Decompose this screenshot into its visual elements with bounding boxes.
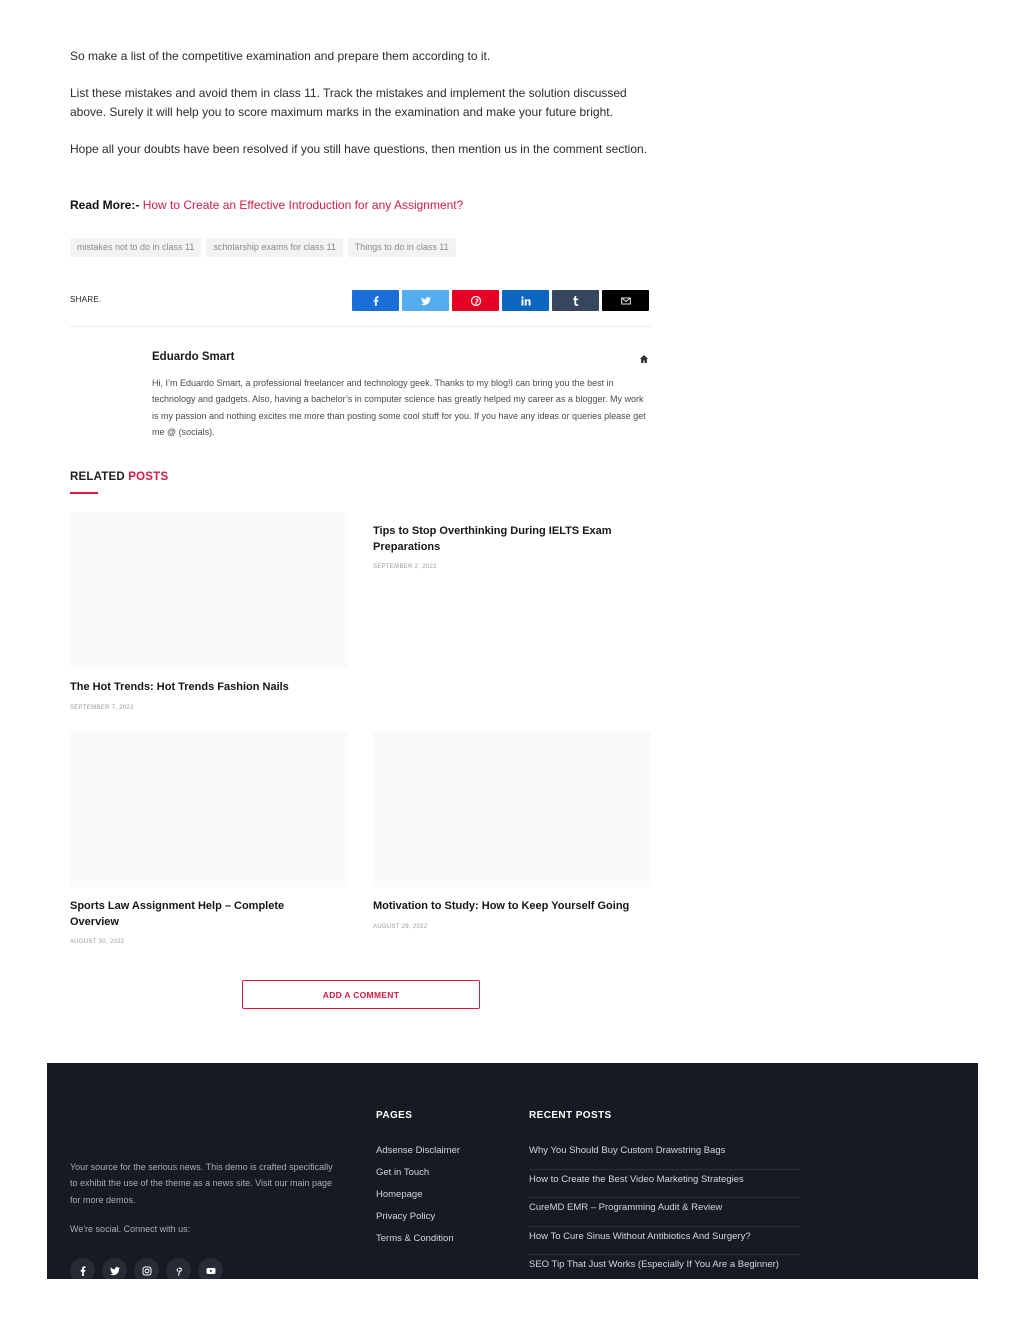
related-post-date: SEPTEMBER 7, 2022 — [70, 705, 134, 711]
share-divider — [70, 326, 652, 327]
article-paragraph: List these mistakes and avoid them in class 11. Track the mistakes and implement the solution discussed above. Surely it will help you to score maximum marks in the examination and make your future bright. — [70, 86, 627, 119]
footer-recent-list — [529, 1141, 801, 1279]
article-paragraph: So make a list of the competitive examination and prepare them according to it. — [70, 49, 491, 63]
related-post-title[interactable]: The Hot Trends: Hot Trends Fashion Nails — [70, 681, 289, 693]
twitter-icon — [110, 1266, 120, 1276]
share-twitter-button[interactable] — [402, 290, 449, 311]
footer-pinterest-link[interactable] — [166, 1258, 191, 1279]
email-icon — [621, 296, 631, 306]
footer-recent-link[interactable]: SEO Tip That Just Works (Especially If You Are a Beginner) — [529, 1259, 779, 1270]
share-buttons — [352, 290, 649, 311]
footer-page-link[interactable]: Privacy Policy — [376, 1211, 436, 1222]
related-post-date: SEPTEMBER 2, 2022 — [373, 564, 437, 570]
share-linkedin-button[interactable] — [502, 290, 549, 311]
read-more-line — [70, 196, 660, 215]
footer-instagram-link[interactable] — [134, 1258, 159, 1279]
linkedin-icon — [521, 296, 531, 306]
footer-page-link[interactable]: Get in Touch — [376, 1167, 430, 1178]
tumblr-icon — [571, 296, 581, 306]
instagram-icon — [142, 1266, 152, 1276]
footer-facebook-link[interactable] — [70, 1258, 95, 1279]
post-thumbnail[interactable] — [70, 512, 348, 668]
footer-twitter-link[interactable] — [102, 1258, 127, 1279]
footer-recent-link[interactable]: Why You Should Buy Custom Drawstring Bags — [529, 1141, 801, 1170]
related-post-date: AUGUST 29, 2022 — [373, 924, 428, 930]
twitter-icon — [421, 296, 431, 306]
footer-recent-link[interactable]: How To Cure Sinus Without Antibiotics And Surgery? — [529, 1227, 801, 1256]
footer-youtube-link[interactable] — [198, 1258, 223, 1279]
related-post-date: AUGUST 30, 2022 — [70, 939, 125, 945]
share-tumblr-button[interactable] — [552, 290, 599, 311]
share-email-button[interactable] — [602, 290, 649, 311]
heading-underline — [70, 492, 98, 494]
footer-pages-list — [376, 1144, 460, 1254]
share-label: SHARE. — [70, 295, 102, 304]
youtube-icon — [206, 1266, 216, 1276]
share-facebook-button[interactable] — [352, 290, 399, 311]
site-footer — [47, 1063, 978, 1279]
author-bio: Hi, I’m Eduardo Smart, a professional freelancer and technology geek. Thanks to my blog!I can bring you the best in technology and gadgets. Also, having a bachelor’s in computer science has greatly helped my career as a blogger. My work is my passion and nothing excites me more than posting some cool stuff for you. If you have any ideas or queries please get me @ (socials). — [152, 378, 646, 437]
footer-pages-heading: PAGES — [376, 1110, 413, 1121]
author-name[interactable]: Eduardo Smart — [152, 351, 235, 363]
home-icon[interactable] — [639, 354, 649, 364]
tag-list — [70, 238, 456, 257]
tag-link[interactable]: Things to do in class 11 — [348, 238, 456, 257]
related-post-title[interactable]: Motivation to Study: How to Keep Yourself Going — [373, 900, 630, 912]
tag-link[interactable]: scholarship exams for class 11 — [206, 238, 342, 257]
add-comment-button[interactable]: ADD A COMMENT — [242, 980, 480, 1009]
footer-recent-heading: RECENT POSTS — [529, 1110, 612, 1121]
post-thumbnail[interactable] — [70, 731, 348, 887]
footer-recent-link[interactable]: CureMD EMR – Programming Audit & Review — [529, 1198, 801, 1227]
share-pinterest-button[interactable] — [452, 290, 499, 311]
tag-link[interactable]: mistakes not to do in class 11 — [70, 238, 201, 257]
facebook-icon — [78, 1266, 88, 1276]
footer-page-link[interactable]: Homepage — [376, 1189, 423, 1200]
related-post-title[interactable]: Sports Law Assignment Help – Complete Overview — [70, 900, 285, 928]
footer-social-text: We're social. Connect with us: — [70, 1224, 191, 1234]
footer-page-link[interactable]: Adsense Disclaimer — [376, 1145, 460, 1156]
footer-social-links — [70, 1258, 223, 1279]
footer-recent-link[interactable]: How to Create the Best Video Marketing Strategies — [529, 1170, 801, 1199]
related-post-title[interactable]: Tips to Stop Overthinking During IELTS Exam Preparations — [373, 525, 612, 553]
footer-about-text: Your source for the serious news. This demo is crafted specifically to exhibit the use of the theme as a news site. Visit our main page for more demos. — [70, 1162, 333, 1205]
read-more-link[interactable]: How to Create an Effective Introduction for any Assignment? — [142, 198, 464, 212]
post-thumbnail[interactable] — [373, 731, 651, 887]
pinterest-icon — [174, 1266, 184, 1276]
footer-page-link[interactable]: Terms & Condition — [376, 1233, 454, 1244]
read-more-label: Read More:- — [70, 198, 140, 212]
related-posts-heading: RELATED POSTS — [70, 471, 169, 483]
facebook-icon — [371, 296, 381, 306]
article-paragraph: Hope all your doubts have been resolved if you still have questions, then mention us in the comment section. — [70, 142, 648, 156]
pinterest-icon — [471, 296, 481, 306]
